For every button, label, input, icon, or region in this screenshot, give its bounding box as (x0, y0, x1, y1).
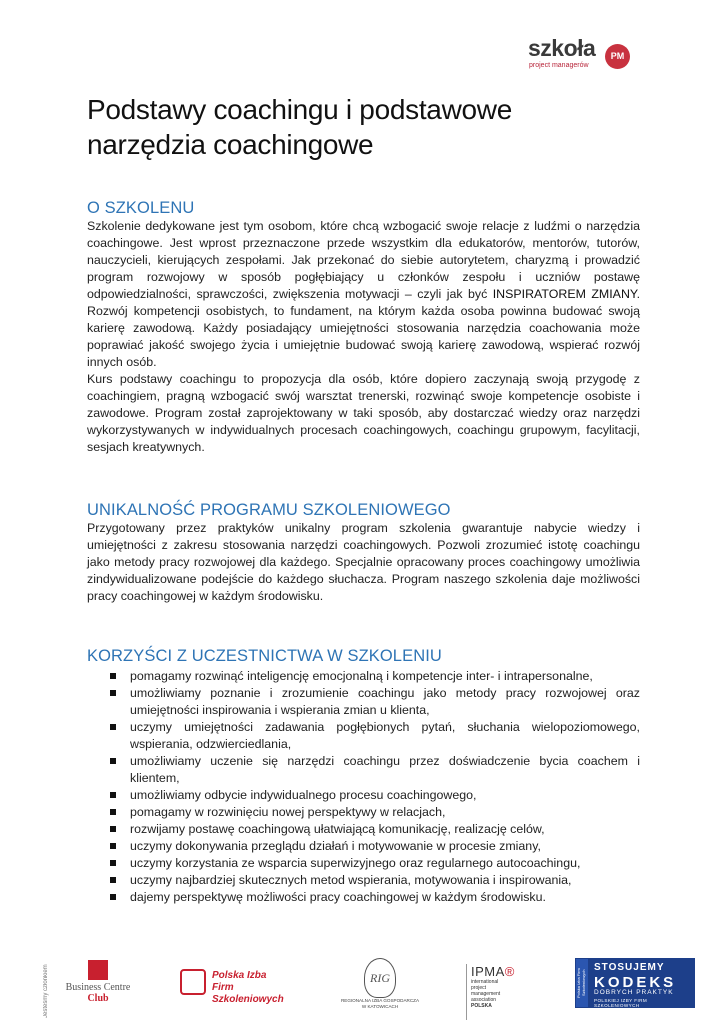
ipma-sub-4: association (471, 997, 497, 1003)
ipma-wordmark: IPMA® (471, 964, 515, 979)
section-uniqueness (87, 500, 640, 605)
kodeks-badge (575, 958, 695, 1008)
section-about-heading: O SZKOLENU (87, 199, 195, 217)
ipma-sub-2: project (471, 985, 487, 991)
pifs-logo (180, 967, 300, 1005)
section-about-paragraph-2: Kurs podstawy coachingu to propozycja dla osób, które dopiero zaczynają swoją przygodę z coachingiem, pragną wzbogacić swój warsztat trenerski, rozwinąć swoje kompetencje osobiste i zawodowe. Program został zaprojektowany w taki sposób, aby dostarczać wiedzy oraz narzędzi wykorzystywanych w indywidualnych procesach coachingowych, coachingu grupowym, facylitacji, sesjach kreatywnych. (87, 372, 640, 454)
list-item: pomagamy w rozwinięciu nowej perspektywy w relacjach, (87, 804, 640, 821)
pifs-mark-icon (180, 969, 206, 995)
benefits-list (87, 668, 640, 906)
list-item: uczymy najbardziej skutecznych metod wspierania, motywowania i inspirowania, (87, 872, 640, 889)
section-uniqueness-paragraph: Przygotowany przez praktyków unikalny program szkolenia gwarantuje nabycie wiedzy i umiejętności z zakresu stosowania narzędzi coachingowych. Pozwoli zrozumieć istotę coachingu jako metody pracy rozwojowej dla każdego. Specjalnie opracowany proces coachingowy umożliwia zindywidualizowane podejście do każdego słuchacza. Program naszego szkolenia daje możliwości pracy coachingowej w każdym środowisku. (87, 521, 640, 603)
ipma-sub-1: international (471, 979, 499, 985)
title-line-1: Podstawy coachingu i podstawowe (87, 94, 512, 125)
list-item: umożliwiamy uczenie się narzędzi coachingu przez doświadczenie bycia coachem i klientem, (87, 753, 640, 787)
rig-line-2: W KATOWICACH (361, 1004, 399, 1009)
kodeks-line-2: KODEKS (594, 974, 677, 991)
rig-logo (340, 958, 420, 1020)
section-about (87, 198, 640, 456)
kodeks-line-3: DOBRYCH PRAKTYK (594, 989, 674, 996)
section-uniqueness-heading: UNIKALNOŚĆ PROGRAMU SZKOLENIOWEGO (87, 501, 451, 519)
section-about-paragraph-1 (87, 218, 640, 371)
list-item: uczymy korzystania ze wsparcia superwizyjnego oraz regularnego autocoachingu, (87, 855, 640, 872)
page-title (87, 92, 647, 162)
pifs-line-1: Polska Izba (212, 970, 267, 981)
list-item: uczymy dokonywania przeglądu działań i motywowanie w procesie zmiany, (87, 838, 640, 855)
pifs-text (212, 970, 300, 1006)
bcc-line-1: Business Centre (65, 982, 131, 993)
rig-line-1: REGIONALNA IZBA GOSPODARCZA (340, 998, 420, 1003)
brand-logo (526, 34, 644, 74)
bcc-square-icon (88, 960, 108, 980)
about-text-2: . Rozwój kompetencji osobistych, to fundament, na którym każda osoba powinna budować swoją karierę zawodową. Każdy posiadający umiejętności stosowania narzędzia coachowania może poprawiać jakość swojego życia i umiejętnie budować swoją karierę zawodową, wspierać rozwój innych osób. (87, 287, 641, 369)
rig-crest-icon: RIG (364, 958, 396, 998)
kodeks-side-label: Polska Izba Firm Szkoleniowych (576, 959, 588, 1007)
kodeks-line-4: POLSKIEJ IZBY FIRM SZKOLENIOWYCH (594, 998, 648, 1008)
list-item: umożliwiamy poznanie i zrozumienie coachingu jako metody pracy rozwojowej oraz umiejętności inspirowania i wspierania zmian u klienta, (87, 685, 640, 719)
title-line-2: narzędzia coachingowe (87, 129, 374, 160)
pifs-line-2: Firm Szkoleniowych (212, 982, 284, 1005)
list-item: uczymy umiejętności zadawania pogłębionych pytań, słuchania wielopoziomowego, wspierania, odzwierciedlania, (87, 719, 640, 753)
list-item: pomagamy rozwinąć inteligencję emocjonalną i kompetencje inter- i intrapersonalne, (87, 668, 640, 685)
ipma-sub-3: management (471, 991, 501, 997)
ipma-name: IPMA (471, 964, 505, 979)
ipma-logo (466, 964, 531, 1020)
section-benefits (87, 646, 640, 906)
inspirator-highlight: INSPIRATOREM ZMIANY (492, 287, 637, 301)
logo-badge: PM (605, 44, 630, 69)
bcc-line-2: Club (87, 993, 109, 1004)
list-item: dajemy perspektywę możliwości pracy coachingowej w każdym środowisku. (87, 889, 640, 906)
logo-tagline: project managerów (529, 62, 589, 69)
logo-wordmark: szkoła (528, 35, 596, 61)
ipma-country: POLSKA (471, 1003, 492, 1009)
about-text-1: Szkolenie dedykowane jest tym osobom, które chcą wzbogacić swoje relacje z ludźmi o narzędzia coachingowe. Jest wprost przeznaczone przede wszystkim dla edukatorów, mentorów, tutorów, nauczycieli, kierujących zespołami. Jak przekonać do siebie autorytetem, charyzmą i prowadzić program rozwojowy w sposób pogłębiający u członków zespołu i uczniów postawę odpowiedzialności, sprawczości, zwiększenia motywacji – czyli jak być (87, 219, 640, 301)
list-item: umożliwiamy odbycie indywidualnego procesu coachingowego, (87, 787, 640, 804)
business-centre-club-logo (58, 960, 138, 1010)
member-note: Jesteśmy członkiem (43, 964, 49, 1018)
section-benefits-heading: KORZYŚCI Z UCZESTNICTWA W SZKOLENIU (87, 647, 442, 665)
list-item: rozwijamy postawę coachingową ułatwiającą komunikację, realizację celów, (87, 821, 640, 838)
kodeks-line-1: STOSUJEMY (594, 962, 665, 973)
